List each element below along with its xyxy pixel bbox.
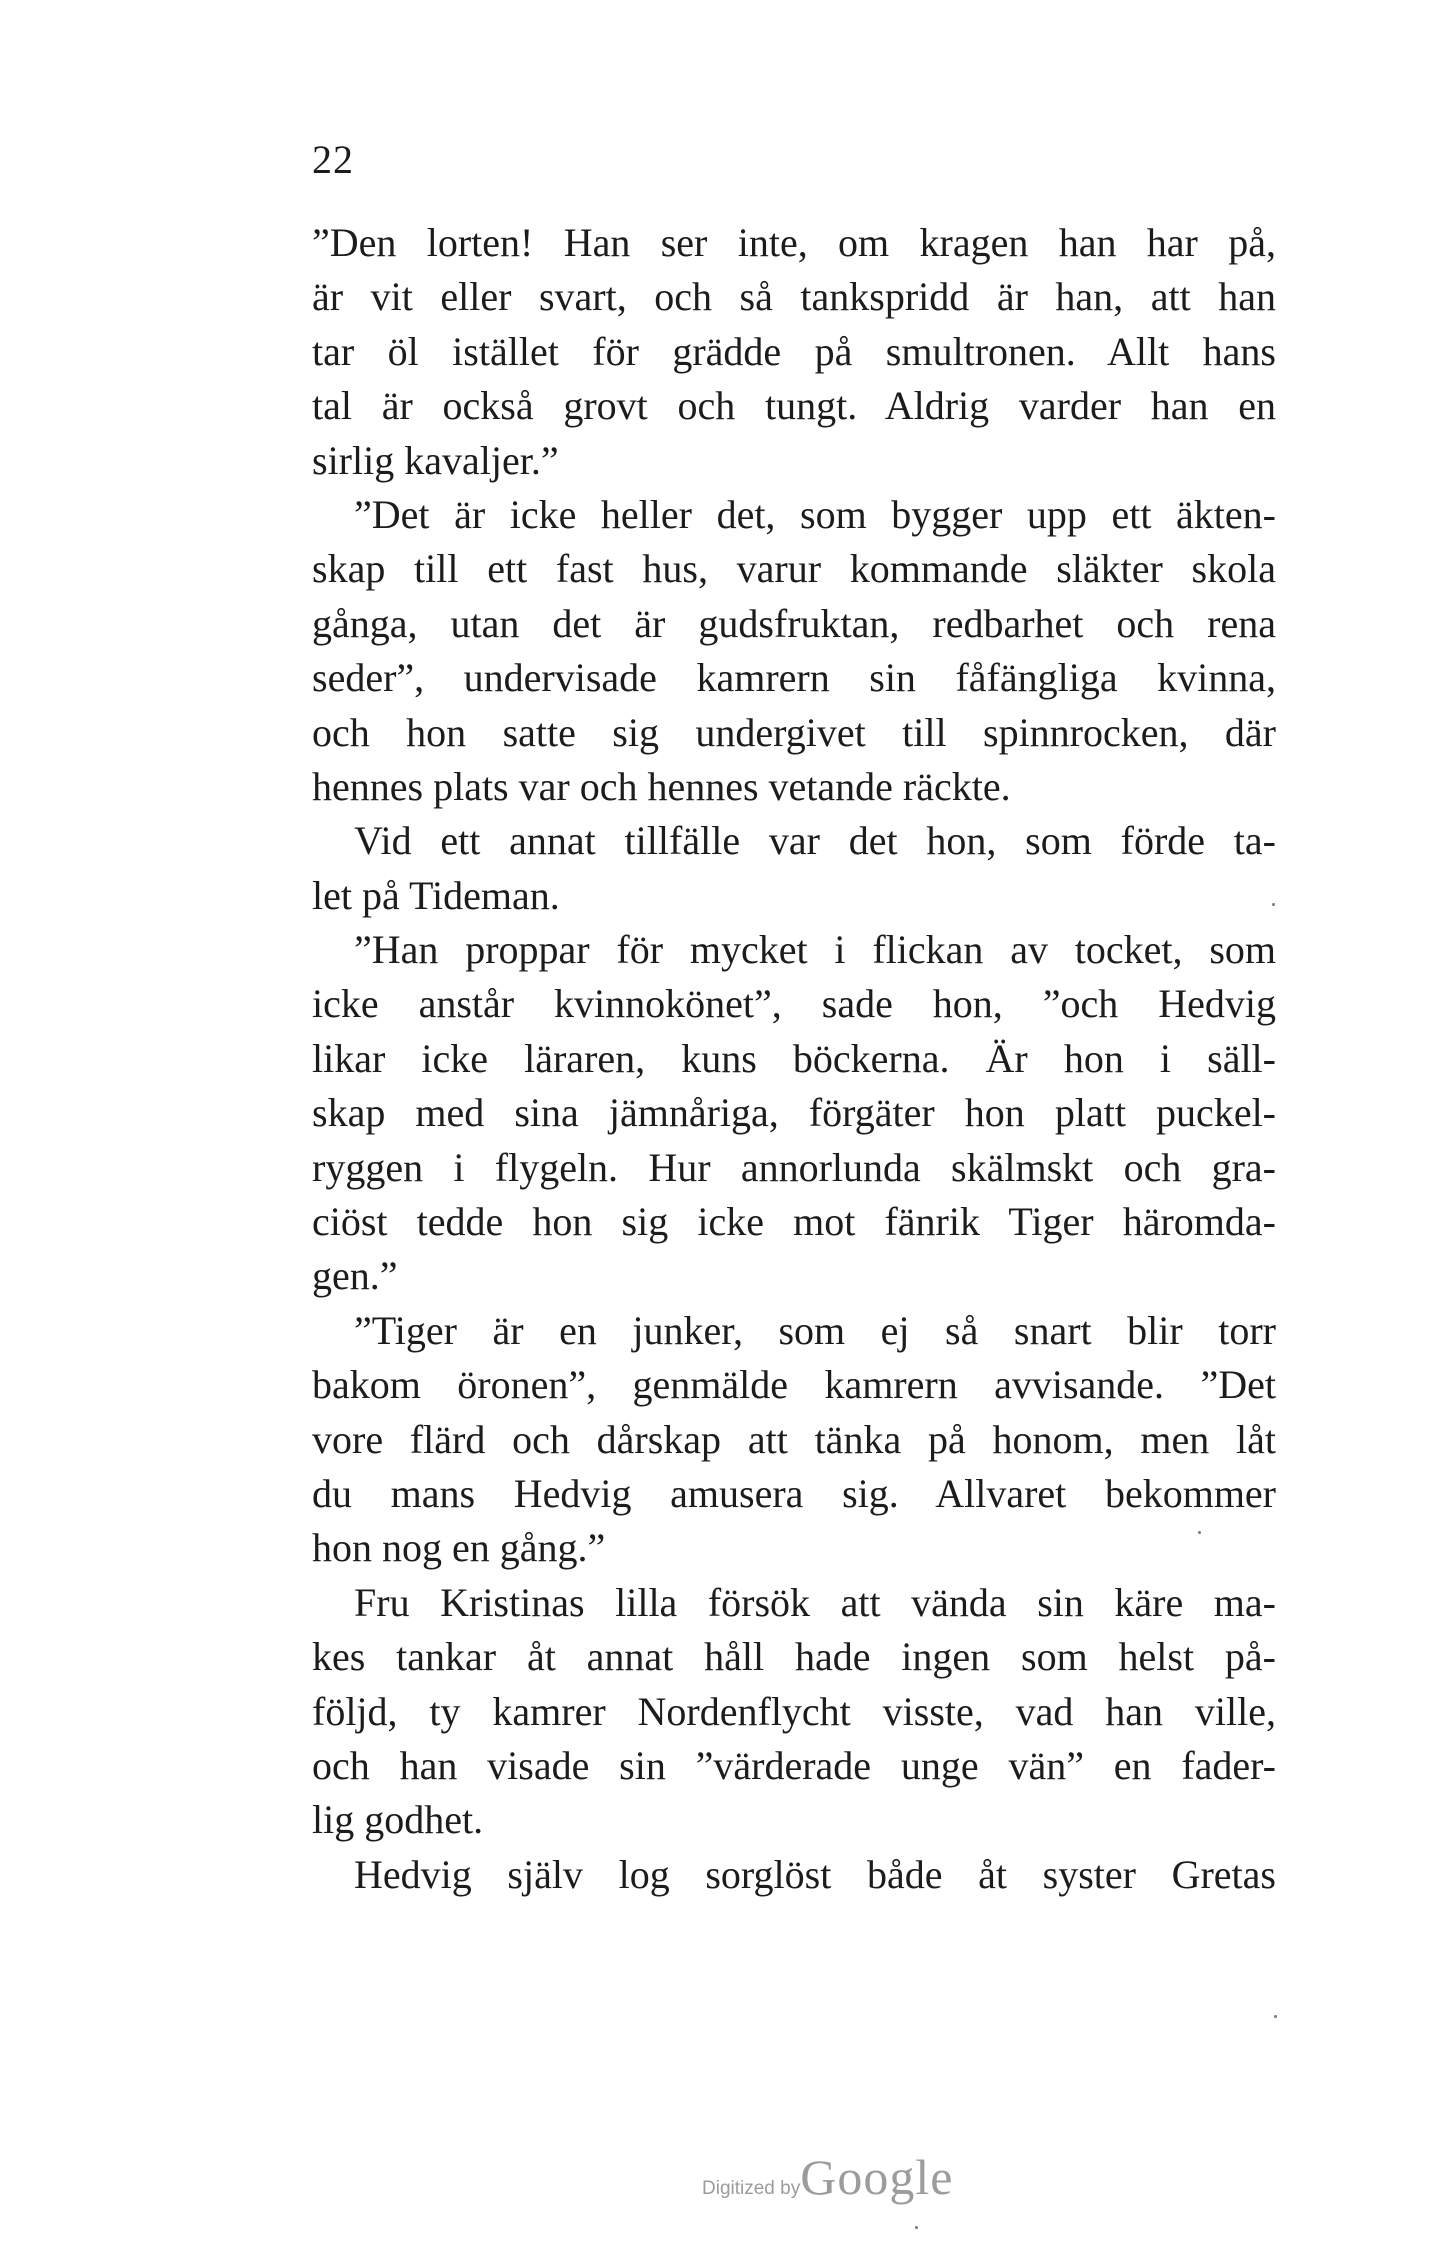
text-line: Vid ett annat tillfälle var det hon, som förde ta- — [354, 818, 1276, 864]
text-line: vore flärd och dårskap att tänka på honom, men låt — [312, 1416, 1276, 1462]
page-number: 22 — [312, 137, 354, 182]
text-line: skap med sina jämnåriga, förgäter hon platt puckel- — [312, 1090, 1276, 1136]
text-line: hon nog en gång.” — [312, 1525, 606, 1571]
text-line: kes tankar åt annat håll hade ingen som helst på- — [312, 1634, 1276, 1680]
text-line: ”Det är icke heller det, som bygger upp ett äkten- — [354, 491, 1276, 537]
body-text — [312, 216, 1276, 1902]
text-line: icke anstår kvinnokönet”, sade hon, ”och Hedvig — [312, 981, 1276, 1027]
text-line: ryggen i flygeln. Hur annorlunda skälmskt och gra- — [312, 1144, 1276, 1190]
text-line: är vit eller svart, och så tankspridd är han, att han — [312, 274, 1276, 320]
text-line: gen.” — [312, 1253, 398, 1299]
text-line: likar icke läraren, kuns böckerna. Är hon i säll- — [312, 1035, 1276, 1081]
digitized-watermark — [702, 2148, 953, 2206]
google-logo: Google — [800, 2149, 954, 2205]
text-line: och han visade sin ”värderade unge vän” en fader- — [312, 1742, 1276, 1788]
text-line: Fru Kristinas lilla försök att vända sin käre ma- — [354, 1579, 1276, 1625]
text-line: och hon satte sig undergivet till spinnrocken, där — [312, 709, 1276, 755]
scan-speck — [915, 2226, 918, 2229]
text-line: ”Tiger är en junker, som ej så snart blir torr — [354, 1307, 1276, 1353]
text-line: ciöst tedde hon sig icke mot fänrik Tiger häromda- — [312, 1199, 1276, 1245]
text-line: seder”, undervisade kamrern sin fåfängliga kvinna, — [312, 655, 1276, 701]
watermark-prefix: Digitized by — [702, 2178, 801, 2199]
text-line: ”Han proppar för mycket i flickan av tocket, som — [354, 927, 1276, 973]
text-line: följd, ty kamrer Nordenflycht visste, vad han ville, — [312, 1688, 1276, 1734]
text-line: ”Den lorten! Han ser inte, om kragen han har på, — [312, 220, 1276, 265]
text-line: sirlig kavaljer.” — [312, 437, 559, 483]
scan-speck — [1198, 1531, 1201, 1534]
text-line: du mans Hedvig amusera sig. Allvaret bekommer — [312, 1470, 1276, 1516]
text-line: hennes plats var och hennes vetande räckte. — [312, 763, 1011, 809]
scan-speck — [1274, 2015, 1277, 2018]
text-line: lig godhet. — [312, 1797, 484, 1843]
text-line: let på Tideman. — [312, 872, 560, 918]
text-line: Hedvig själv log sorglöst både åt syster Gretas — [354, 1851, 1276, 1897]
text-line: tal är också grovt och tungt. Aldrig varder han en — [312, 383, 1276, 429]
scan-speck — [1272, 903, 1275, 906]
text-line: bakom öronen”, genmälde kamrern avvisande. ”Det — [312, 1362, 1276, 1408]
text-line: tar öl istället för grädde på smultronen. Allt hans — [312, 328, 1276, 374]
text-line: gånga, utan det är gudsfruktan, redbarhet och rena — [312, 600, 1276, 646]
text-line: skap till ett fast hus, varur kommande släkter skola — [312, 546, 1276, 592]
